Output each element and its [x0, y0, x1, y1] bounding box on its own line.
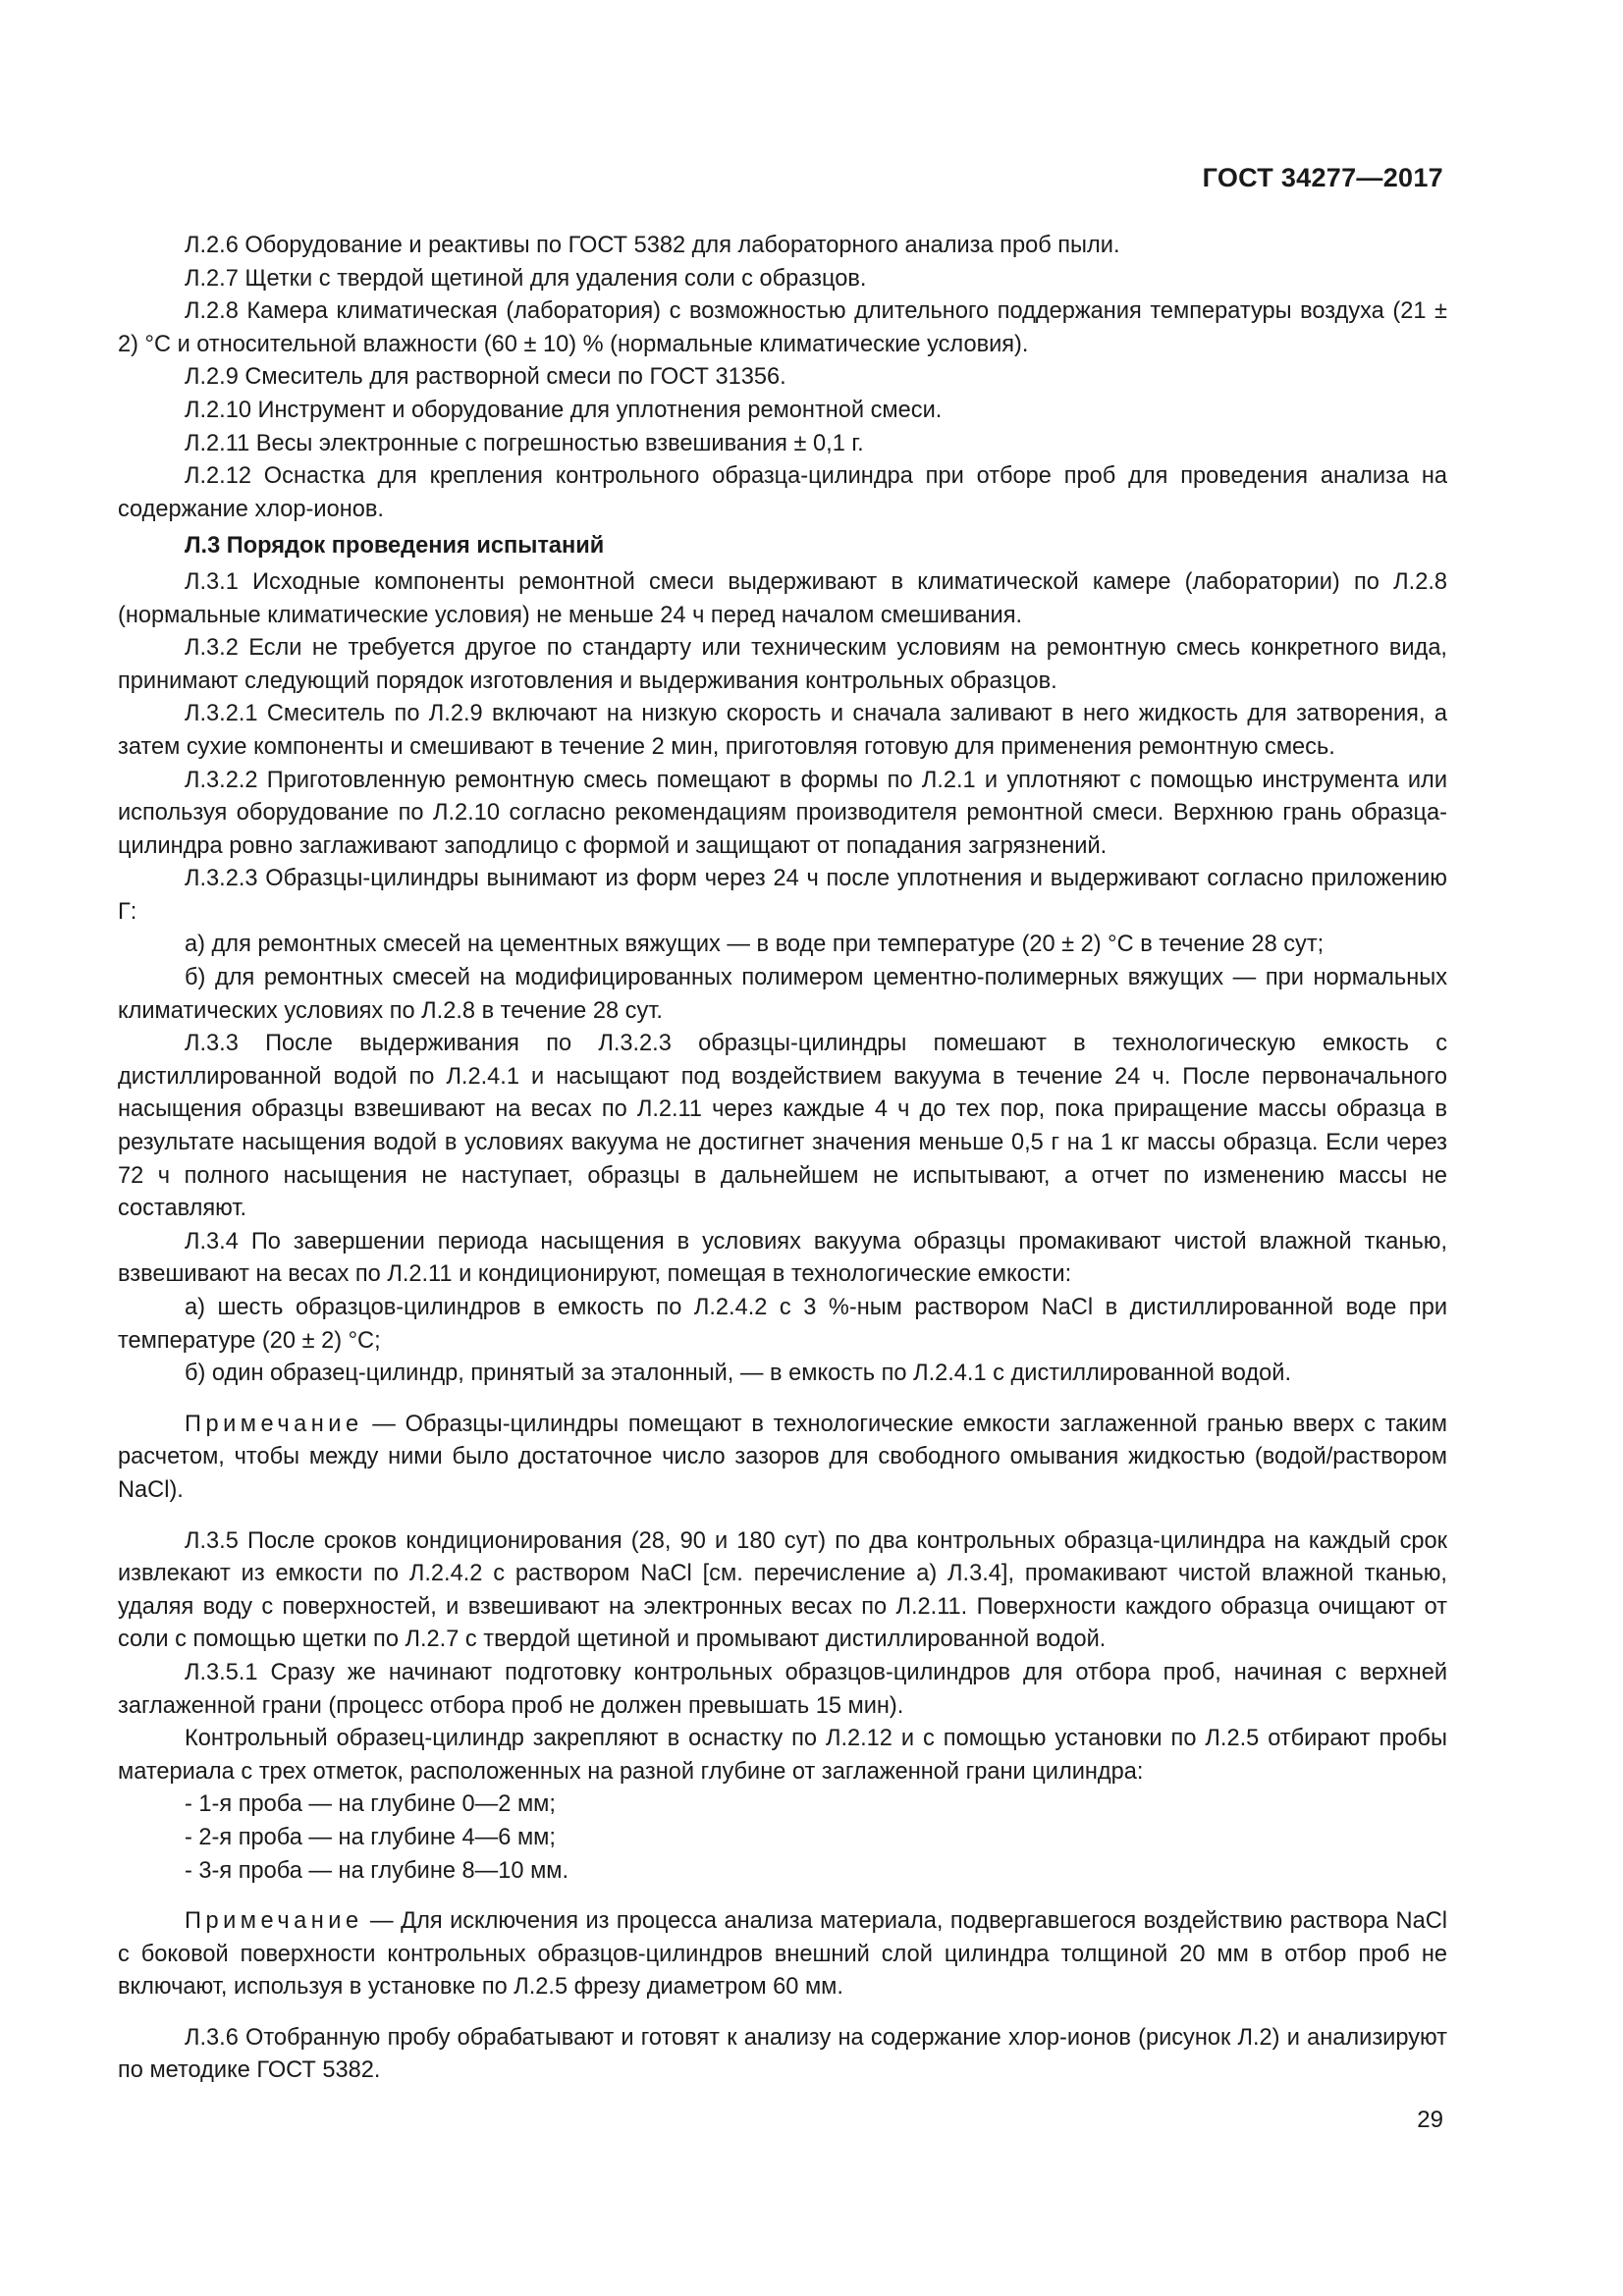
- paragraph-l-2-7: Л.2.7 Щетки с твердой щетиной для удаления соли с образцов.: [185, 265, 867, 292]
- paragraph-l-3-1: Л.3.1 Исходные компоненты ремонтной смеси выдерживают в климатической камере (лаборатории) по Л.2.8 (нормальные климатические условия) не меньше 24 ч перед началом смешивания.: [118, 568, 1447, 628]
- paragraph-l-3-2-2: Л.3.2.2 Приготовленную ремонтную смесь помещают в формы по Л.2.1 и уплотняют с помощью инструмента или используя оборудование по Л.2.10 согласно рекомендациям производителя ремонтной смеси. Верхнюю грань образца-цилиндра ровно заглаживают заподлицо с формой и защищают от попадания загрязнений.: [118, 767, 1447, 859]
- paragraph-l-3-5-1-continued: Контрольный образец-цилиндр закрепляют в оснастку по Л.2.12 и с помощью установки по Л.2.5 отбирают пробы материала с трех отметок, расположенных на разной глубине от заглаженной грани цилиндра:: [118, 1726, 1447, 1785]
- note-2: [118, 1905, 1447, 2004]
- paragraph-l-2-9: Л.2.9 Смеситель для растворной смеси по ГОСТ 31356.: [185, 364, 786, 391]
- note-1: [118, 1409, 1447, 1508]
- list-item-a-conditioning: а) шесть образцов-цилиндров в емкость по Л.2.4.2 с 3 %-ным раствором NaCl в дистиллированной воде при температуре (20 ± 2) °С;: [118, 1295, 1447, 1354]
- paragraph-l-2-11: Л.2.11 Весы электронные с погрешностью взвешивания ± 0,1 г.: [185, 430, 864, 456]
- paragraph-l-2-10: Л.2.10 Инструмент и оборудование для уплотнения ремонтной смеси.: [185, 397, 943, 423]
- paragraph-l-2-8: Л.2.8 Камера климатическая (лаборатория) с возможностью длительного поддержания температуры воздуха (21 ± 2) °С и относительной влажности (60 ± 10) % (нормальные климатические условия).: [118, 298, 1447, 357]
- paragraph-l-2-12: Л.2.12 Оснастка для крепления контрольного образца-цилиндра при отборе проб для проведения анализа на содержание хлор-ионов.: [118, 463, 1447, 522]
- list-item-a-curing: а) для ремонтных смесей на цементных вяжущих — в воде при температуре (20 ± 2) °С в течение 28 сут;: [185, 932, 1325, 958]
- paragraph-l-2-6: Л.2.6 Оборудование и реактивы по ГОСТ 5382 для лабораторного анализа проб пыли.: [185, 233, 1120, 258]
- probe-list-item-2: - 2-я проба — на глубине 4—6 мм;: [185, 1824, 556, 1850]
- paragraph-l-3-5: Л.3.5 После сроков кондиционирования (28, 90 и 180 сут) по два контрольных образца-цилиндра на каждый срок извлекают из емкости по Л.2.4.2 с раствором NaCl [см. перечисление а) Л.3.4], промакивают чистой влажной тканью, удаляя воду с поверхностей, и взвешивают на электронных весах по Л.2.11. Поверхности каждого образца очищают от соли с помощью щетки по Л.2.7 с твердой щетиной и промывают дистиллированной водой.: [118, 1527, 1447, 1653]
- list-item-b-curing: б) для ремонтных смесей на модифицированных полимером цементно-полимерных вяжущих — при нормальных климатических условиях по Л.2.8 в течение 28 сут.: [118, 965, 1447, 1024]
- paragraph-l-3-5-1: Л.3.5.1 Сразу же начинают подготовку контрольных образцов-цилиндров для отбора проб, начиная с верхней заглаженной грани (процесс отбора проб не должен превышать 15 мин).: [118, 1659, 1447, 1719]
- page-number: 29: [1417, 2107, 1443, 2133]
- paragraph-l-3-4: Л.3.4 По завершении периода насыщения в условиях вакуума образцы промакивают чистой влажной тканью, взвешивают на весах по Л.2.11 и кондиционируют, помещая в технологические емкости:: [118, 1228, 1447, 1288]
- paragraph-l-3-2-1: Л.3.2.1 Смеситель по Л.2.9 включают на низкую скорость и сначала заливают в него жидкость для затворения, а затем сухие компоненты и смешивают в течение 2 мин, приготовляя готовую для применения ремонтную смесь.: [118, 701, 1447, 760]
- section-title-l-3: Л.3 Порядок проведения испытаний: [185, 533, 605, 560]
- paragraph-l-3-2-3: Л.3.2.3 Образцы-цилиндры вынимают из форм через 24 ч после уплотнения и выдерживают согласно приложению Г:: [118, 866, 1447, 925]
- paragraph-l-3-6: Л.3.6 Отобранную пробу обрабатывают и готовят к анализу на содержание хлор-ионов (рисунок Л.2) и анализируют по методике ГОСТ 5382.: [118, 2024, 1447, 2084]
- paragraph-l-3-3: Л.3.3 После выдерживания по Л.3.2.3 образцы-цилиндры помешают в технологическую емкость с дистиллированной водой по Л.2.4.1 и насыщают под воздействием вакуума в течение 24 ч. После первоначального насыщения образцы взвешивают на весах по Л.2.11 через каждые 4 ч до тех пор, пока приращение массы образца в результате насыщения водой в условиях вакуума не достигнет значения меньше 0,5 г на 1 кг массы образца. Если через 72 ч полного насыщения не наступает, образцы в дальнейшем не испытывают, а отчет по изменению массы не составляют.: [118, 1031, 1447, 1222]
- note-2-label: Примечание: [185, 1908, 363, 1935]
- note-1-label: Примечание: [185, 1411, 363, 1437]
- note-1-text: — Образцы-цилиндры помещают в технологические емкости заглаженной гранью вверх с таким расчетом, чтобы между ними было достаточное число зазоров для свободного омывания жидкостью (водой/раствором NaCl).: [118, 1411, 1447, 1503]
- document-body: [118, 230, 1447, 2088]
- probe-list-item-3: - 3-я проба — на глубине 8—10 мм.: [185, 1857, 569, 1884]
- note-2-text: — Для исключения из процесса анализа материала, подвергавшегося воздействию раствора NaCl с боковой поверхности контрольных образцов-цилиндров внешний слой цилиндра толщиной 20 мм в отбор проб не включают, используя в установке по Л.2.5 фрезу диаметром 60 мм.: [118, 1908, 1447, 2001]
- probe-list-item-1: - 1-я проба — на глубине 0—2 мм;: [185, 1791, 556, 1818]
- document-id: ГОСТ 34277—2017: [1202, 163, 1443, 192]
- list-item-b-conditioning: б) один образец-цилиндр, принятый за эталонный, — в емкость по Л.2.4.1 с дистиллированной водой.: [185, 1361, 1292, 1387]
- paragraph-l-3-2: Л.3.2 Если не требуется другое по стандарту или техническим условиям на ремонтную смесь конкретного вида, принимают следующий порядок изготовления и выдерживания контрольных образцов.: [118, 635, 1447, 694]
